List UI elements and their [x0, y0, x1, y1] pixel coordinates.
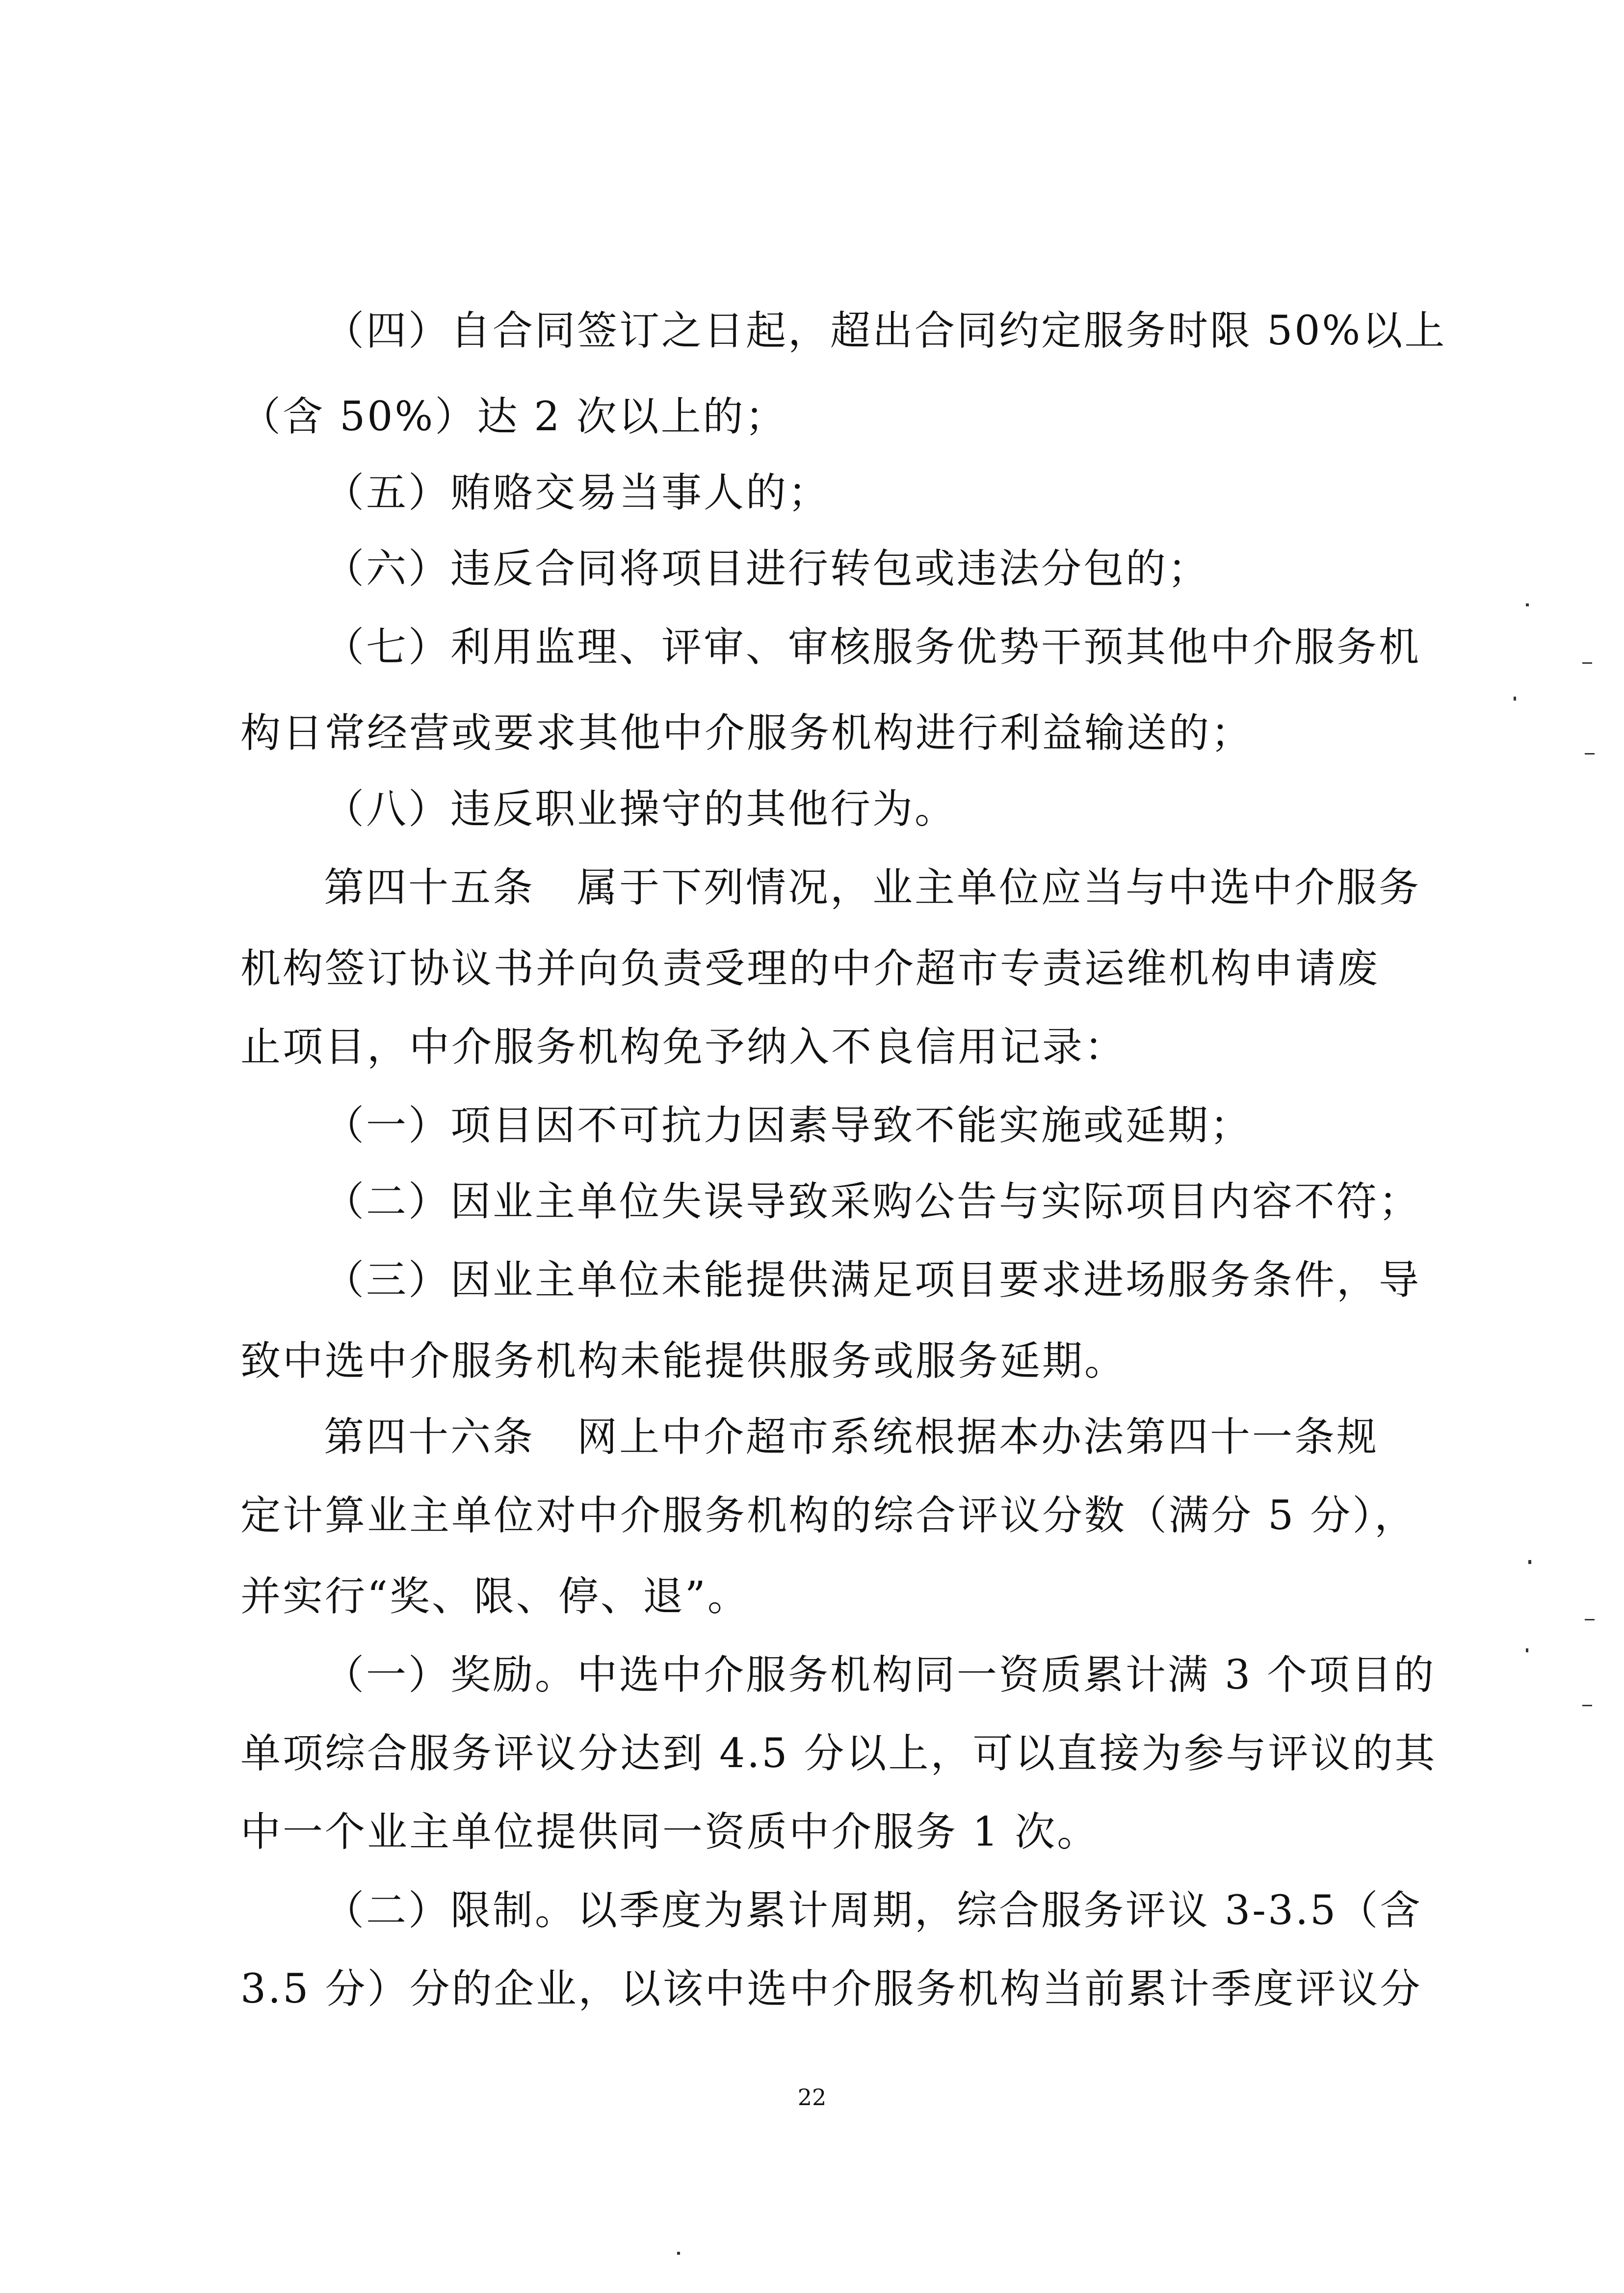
scan-speck — [1514, 697, 1516, 701]
scan-speck — [1582, 1705, 1592, 1706]
text-line: （含 50%）达 2 次以上的； — [240, 393, 787, 440]
text-line: （四）自合同签订之日起，超出合同约定服务时限 50%以上 — [324, 308, 1447, 354]
page-number: 22 — [797, 2084, 827, 2111]
scan-speck — [1585, 1619, 1595, 1620]
text-line: 机构签订协议书并向负责受理的中介超市专责运维机构申请废 — [240, 945, 1380, 992]
text-line: 单项综合服务评议分达到 4.5 分以上，可以直接为参与评议的其 — [240, 1730, 1437, 1777]
scan-speck — [1582, 662, 1592, 664]
article-heading-line: 第四十五条 属于下列情况，业主单位应当与中选中介服务 — [324, 864, 1421, 911]
text-line: 构日常经营或要求其他中介服务机构进行利益输送的； — [240, 710, 1254, 756]
text-line: 止项目，中介服务机构免予纳入不良信用记录： — [240, 1024, 1127, 1070]
text-line: （五）贿赂交易当事人的； — [324, 469, 831, 516]
text-line: （八）违反职业操守的其他行为。 — [324, 786, 957, 833]
text-line: （一）项目因不可抗力因素导致不能实施或延期； — [324, 1102, 1253, 1149]
text-line: 致中选中介服务机构未能提供服务或服务延期。 — [240, 1338, 1127, 1384]
article-heading-line: 第四十六条 网上中介超市系统根据本办法第四十一条规 — [324, 1414, 1379, 1460]
text-line: （二）因业主单位失误导致采购公告与实际项目内容不符； — [324, 1178, 1421, 1225]
scan-speck — [1585, 753, 1595, 755]
text-line: （六）违反合同将项目进行转包或违法分包的； — [324, 546, 1210, 592]
text-line: （七）利用监理、评审、审核服务优势干预其他中介服务机 — [324, 624, 1421, 671]
text-line: 中一个业主单位提供同一资质中介服务 1 次。 — [240, 1809, 1100, 1855]
text-line: 3.5 分）分的企业，以该中选中介服务机构当前累计季度评议分 — [240, 1966, 1422, 2012]
text-line: （一）奖励。中选中介服务机构同一资质累计满 3 个项目的 — [324, 1652, 1436, 1698]
text-line: （二）限制。以季度为累计周期，综合服务评议 3-3.5（含 — [324, 1887, 1422, 1934]
text-line: （三）因业主单位未能提供满足项目要求进场服务条件，导 — [324, 1257, 1421, 1303]
text-line: 并实行“奖、限、停、退”。 — [240, 1573, 750, 1620]
scan-speck — [677, 2252, 680, 2255]
scan-speck — [1526, 1648, 1528, 1652]
text-line: 定计算业主单位对中介服务机构的综合评议分数（满分 5 分）， — [240, 1492, 1417, 1539]
scan-speck — [1526, 603, 1529, 606]
scan-speck — [1528, 1560, 1531, 1564]
